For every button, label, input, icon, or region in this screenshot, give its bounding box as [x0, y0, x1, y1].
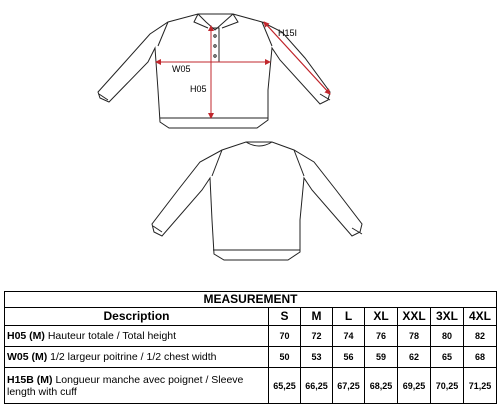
cell-value: 72: [301, 325, 333, 346]
row-label: Longueur manche avec poignet / Sleeve length with cuff: [7, 373, 244, 398]
cell-value: 80: [431, 325, 464, 346]
cell-value: 68: [464, 346, 497, 367]
header-size-s: S: [269, 307, 301, 325]
row-description: [5, 368, 269, 404]
row-code: H15B (M): [7, 373, 53, 386]
cell-value: 71,25: [464, 368, 497, 404]
row-code: H05 (M): [7, 329, 45, 342]
table-row: [5, 325, 497, 346]
measurement-table-container: [4, 291, 496, 404]
row-label: 1/2 largeur poitrine / 1/2 chest width: [50, 350, 217, 363]
cell-value: 69,25: [398, 368, 431, 404]
measurement-table: [4, 291, 497, 404]
header-size-4xl: 4XL: [464, 307, 497, 325]
row-description: [5, 346, 269, 367]
total-height-label: H05: [190, 84, 207, 94]
cell-value: 65: [431, 346, 464, 367]
cell-value: 82: [464, 325, 497, 346]
table-row: [5, 346, 497, 367]
header-size-l: L: [333, 307, 365, 325]
cell-value: 65,25: [269, 368, 301, 404]
header-size-xxl: XXL: [398, 307, 431, 325]
table-row: [5, 368, 497, 404]
cell-value: 78: [398, 325, 431, 346]
cell-value: 74: [333, 325, 365, 346]
cell-value: 76: [365, 325, 398, 346]
sleeve-length-label: H15I: [278, 28, 298, 38]
cell-value: 62: [398, 346, 431, 367]
header-size-xl: XL: [365, 307, 398, 325]
header-row: [5, 307, 497, 325]
cell-value: 70,25: [431, 368, 464, 404]
row-description: [5, 325, 269, 346]
cell-value: 53: [301, 346, 333, 367]
table-title: MEASUREMENT: [5, 292, 497, 308]
cell-value: 66,25: [301, 368, 333, 404]
cell-value: 50: [269, 346, 301, 367]
row-label: Hauteur totale / Total height: [47, 329, 177, 342]
header-description: Description: [5, 307, 269, 325]
cell-value: 70: [269, 325, 301, 346]
cell-value: 59: [365, 346, 398, 367]
row-code: W05 (M): [7, 350, 48, 363]
chest-width-label: W05: [172, 64, 191, 74]
cell-value: 56: [333, 346, 365, 367]
back-view-shirt: [152, 142, 362, 260]
cell-value: 68,25: [365, 368, 398, 404]
header-size-3xl: 3XL: [431, 307, 464, 325]
cell-value: 67,25: [333, 368, 365, 404]
header-size-m: M: [301, 307, 333, 325]
